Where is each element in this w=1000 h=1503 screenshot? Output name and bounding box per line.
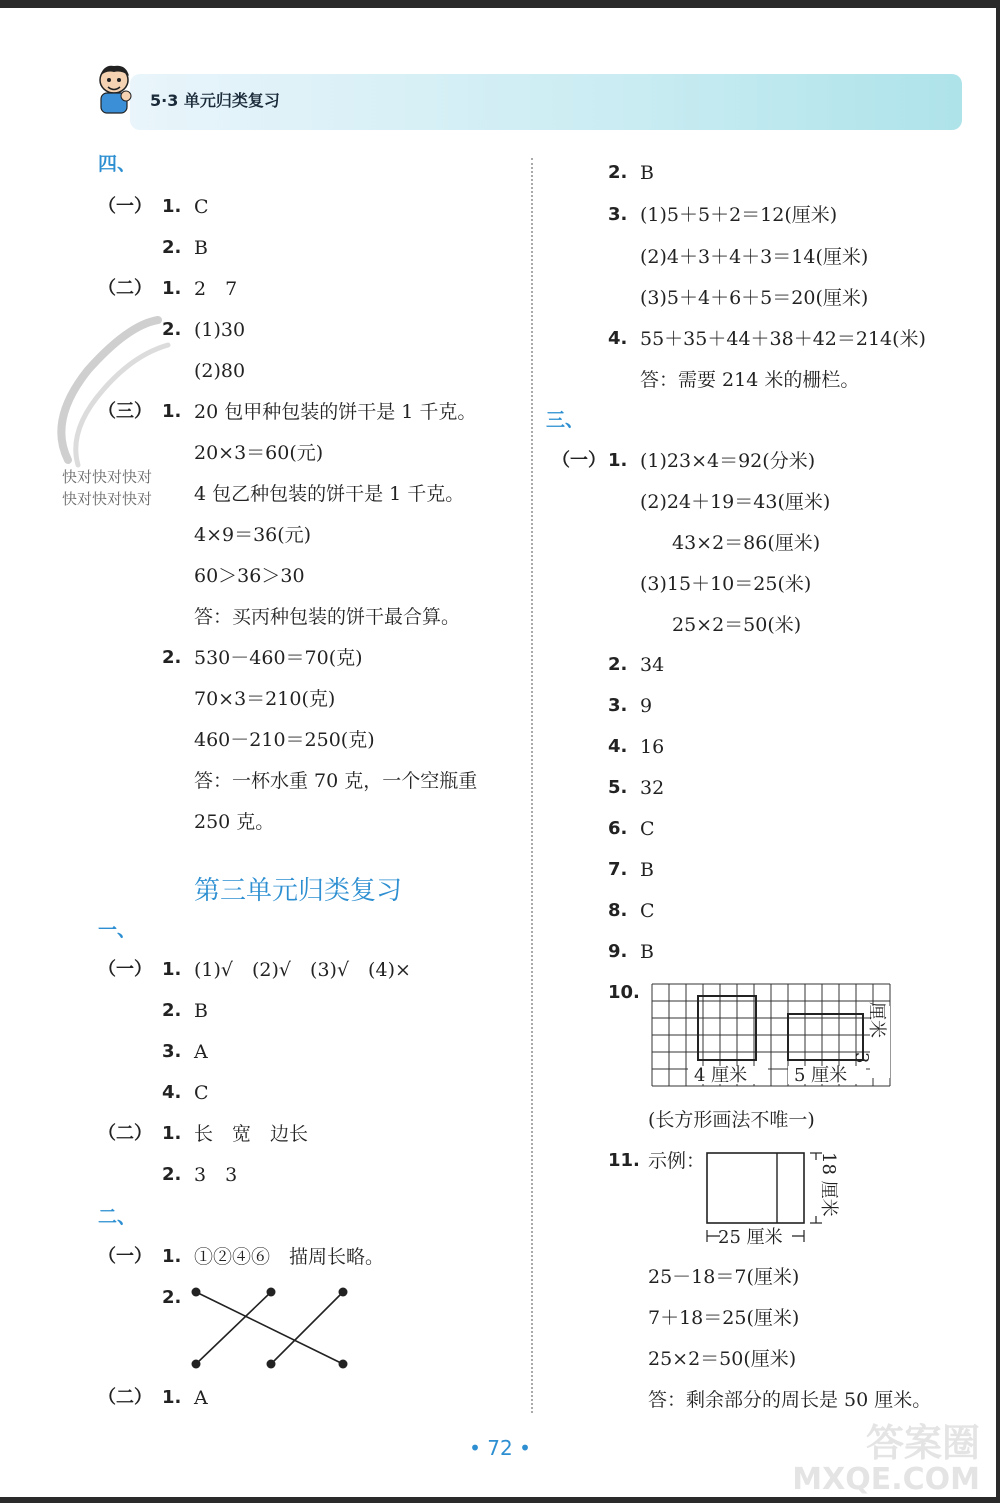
question-number: 2.	[162, 1164, 182, 1185]
part-label: （一）	[98, 196, 152, 217]
answer-text: (3)5＋4＋6＋5＝20(厘米)	[640, 287, 869, 309]
right-border	[996, 0, 1000, 1503]
question-number: 11.	[608, 1150, 640, 1171]
question-number: 5.	[608, 777, 628, 798]
dimension-label: 3	[851, 1052, 872, 1064]
answer-text: C	[640, 900, 655, 922]
question-number: 2.	[162, 237, 182, 258]
question-number: 2.	[608, 162, 628, 183]
answer-text: B	[640, 162, 654, 184]
dimension-label: 5 厘米	[794, 1065, 848, 1086]
question-number: 10.	[608, 982, 640, 1003]
answer-text: (2)4＋3＋4＋3＝14(厘米)	[640, 246, 869, 268]
part-label: （二）	[98, 1387, 152, 1408]
question-number: 1.	[162, 196, 182, 217]
answer-text: 60＞36＞30	[194, 565, 305, 587]
part-label: （一）	[552, 450, 606, 471]
column-divider	[531, 158, 533, 1413]
question-number: 3.	[162, 1041, 182, 1062]
answer-text: 3 3	[194, 1164, 238, 1186]
answer-text: 25－18＝7(厘米)	[648, 1266, 800, 1288]
section-heading: 一、	[98, 919, 137, 941]
question-number: 2.	[162, 319, 182, 340]
answer-text: B	[194, 1000, 208, 1022]
question-number: 1.	[162, 278, 182, 299]
answer-text: 4×9＝36(元)	[194, 524, 312, 546]
answer-text: 9	[640, 695, 653, 717]
side-note-line: 快对快对快对	[62, 490, 153, 508]
answer-text: 20 包甲种包装的饼干是 1 千克。	[194, 401, 477, 423]
top-border	[0, 0, 1000, 8]
answer-text: 20×3＝60(元)	[194, 442, 324, 464]
answer-text: 34	[640, 654, 665, 676]
unit-title: 第三单元归类复习	[194, 876, 403, 906]
answer-text: 70×3＝210(克)	[194, 688, 336, 710]
answer-text: 43×2＝86(厘米)	[672, 532, 821, 554]
answer-text: C	[194, 1082, 209, 1104]
answer-text: (3)15＋10＝25(米)	[640, 573, 812, 595]
question-number: 2.	[162, 1287, 182, 1308]
note-text: (长方形画法不唯一)	[648, 1109, 815, 1131]
answer-text: 460－210＝250(克)	[194, 729, 375, 751]
question-number: 4.	[162, 1082, 182, 1103]
page-number: • 72 •	[469, 1436, 531, 1460]
answer-text: 32	[640, 777, 665, 799]
answer-text: 25×2＝50(米)	[672, 614, 802, 636]
answer-text: 7＋18＝25(厘米)	[648, 1307, 800, 1329]
question-number: 2.	[608, 654, 628, 675]
mascot-icon	[92, 62, 136, 118]
matching-diagram	[188, 1284, 354, 1374]
answer-text: 长 宽 边长	[194, 1123, 309, 1145]
answer-text: (2)24＋19＝43(厘米)	[640, 491, 831, 513]
grid-rectangle-diagram	[648, 980, 898, 1095]
question-number: 8.	[608, 900, 628, 921]
question-number: 4.	[608, 328, 628, 349]
answer-text: B	[640, 941, 654, 963]
answer-text: 25×2＝50(厘米)	[648, 1348, 797, 1370]
answer-text: 答：一杯水重 70 克，一个空瓶重	[194, 770, 478, 792]
dimension-label: 18 厘米	[818, 1152, 839, 1217]
watermark-logo: MXQE.COM	[792, 1462, 980, 1497]
question-number: 3.	[608, 204, 628, 225]
answer-text: C	[640, 818, 655, 840]
answer-text: (1)30	[194, 319, 246, 341]
bottom-border	[0, 1497, 1000, 1503]
side-note-line: 快对快对快对	[62, 468, 153, 486]
question-number: 6.	[608, 818, 628, 839]
question-number: 1.	[162, 401, 182, 422]
question-number: 9.	[608, 941, 628, 962]
answer-text: ①②④⑥ 描周长略。	[194, 1246, 385, 1268]
answer-text: 16	[640, 736, 665, 758]
answer-text: A	[194, 1041, 208, 1063]
answer-text: 55＋35＋44＋38＋42＝214(米)	[640, 328, 926, 350]
dimension-label: 厘米	[866, 1002, 887, 1038]
watermark-logo: 答案圈	[865, 1421, 980, 1465]
question-number: 1.	[162, 959, 182, 980]
answer-text: 答：剩余部分的周长是 50 厘米。	[648, 1389, 932, 1411]
question-number: 2.	[162, 647, 182, 668]
question-number: 1.	[162, 1246, 182, 1267]
answer-text: 250 克。	[194, 811, 275, 833]
question-number: 4.	[608, 736, 628, 757]
answer-text: 示例：	[648, 1150, 706, 1172]
question-number: 2.	[162, 1000, 182, 1021]
section-heading: 四、	[98, 153, 137, 175]
part-label: （一）	[98, 1246, 152, 1267]
answer-text: B	[640, 859, 654, 881]
part-label: （三）	[98, 401, 152, 422]
answer-text: (1)√ (2)√ (3)√ (4)×	[194, 959, 411, 981]
section-heading: 二、	[98, 1206, 137, 1228]
answer-text: (1)5＋5＋2＝12(厘米)	[640, 204, 838, 226]
section-heading: 三、	[546, 409, 585, 431]
answer-text: 530－460＝70(克)	[194, 647, 363, 669]
answer-text: 2 7	[194, 278, 238, 300]
answer-text: C	[194, 196, 209, 218]
answer-text: (2)80	[194, 360, 246, 382]
decorative-swoosh-icon	[48, 310, 178, 480]
answer-text: (1)23×4＝92(分米)	[640, 450, 816, 472]
question-number: 3.	[608, 695, 628, 716]
answer-text: 4 包乙种包装的饼干是 1 千克。	[194, 483, 465, 505]
dimension-label: 25 厘米	[718, 1227, 783, 1248]
part-label: （二）	[98, 1123, 152, 1144]
header-title: 5·3 单元归类复习	[150, 91, 280, 110]
question-number: 1.	[162, 1123, 182, 1144]
dimension-label: 4 厘米	[694, 1065, 748, 1086]
question-number: 1.	[162, 1387, 182, 1408]
part-label: （二）	[98, 278, 152, 299]
question-number: 7.	[608, 859, 628, 880]
answer-text: 答：需要 214 米的栅栏。	[640, 369, 860, 391]
question-number: 1.	[608, 450, 628, 471]
answer-text: B	[194, 237, 208, 259]
answer-text: 答：买丙种包装的饼干最合算。	[194, 606, 461, 628]
part-label: （一）	[98, 959, 152, 980]
answer-text: A	[194, 1387, 208, 1409]
